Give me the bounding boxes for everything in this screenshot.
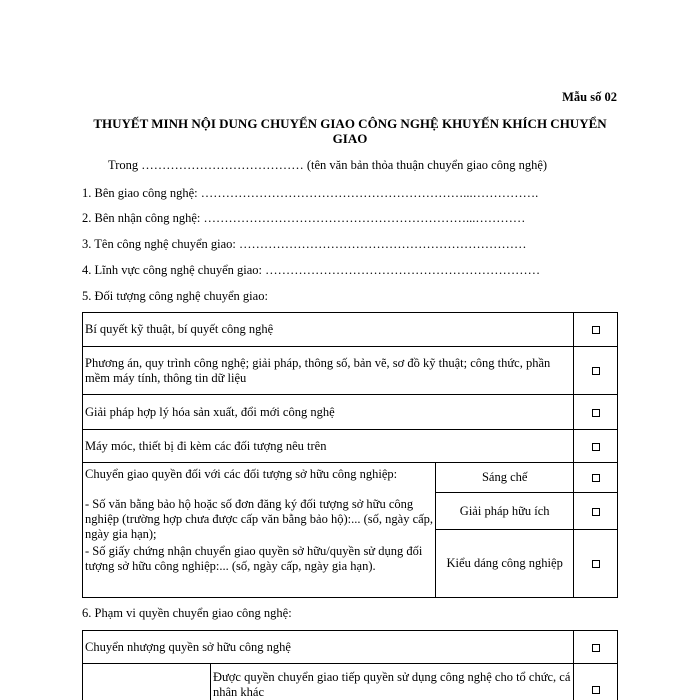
section-6-heading: 6. Phạm vi quyền chuyển giao công nghệ: bbox=[82, 606, 292, 620]
scope-table bbox=[82, 630, 618, 700]
scope-label: Được quyền chuyển giao tiếp quyền sử dụng công nghệ cho tổ chức, cá nhân khác bbox=[211, 664, 574, 700]
object-label: Máy móc, thiết bị đi kèm các đối tượng nêu trên bbox=[83, 430, 574, 463]
object-checkbox[interactable] bbox=[574, 313, 618, 347]
table-row bbox=[83, 347, 618, 395]
ip-type-industrial-design: Kiểu dáng công nghiệp bbox=[436, 530, 574, 598]
ip-rights-heading: Chuyển giao quyền đối với các đối tượng sở hữu công nghiệp: bbox=[85, 467, 398, 481]
table-row bbox=[83, 430, 618, 463]
checkbox-icon[interactable] bbox=[592, 443, 600, 451]
checkbox-icon[interactable] bbox=[592, 644, 600, 652]
table-row bbox=[83, 664, 618, 700]
table-row bbox=[83, 313, 618, 347]
object-label: Giải pháp hợp lý hóa sản xuất, đổi mới công nghệ bbox=[83, 395, 574, 430]
object-label: Phương án, quy trình công nghệ; giải pháp, thông số, bản vẽ, sơ đồ kỹ thuật; công thức, phần mềm máy tính, thông tin dữ liệu bbox=[83, 347, 574, 395]
ip-type-patent: Sáng chế bbox=[436, 463, 574, 493]
intro-line: Trong ………………………………… (tên văn bản thỏa thuận chuyển giao công nghệ) bbox=[108, 158, 548, 172]
ip-transfer-certificate: - Số giấy chứng nhận chuyển giao quyền sở hữu/quyền sử dụng đối tượng sở hữu công nghiệp:... (số, ngày cấp, ngày gia hạn). bbox=[85, 544, 423, 573]
checkbox-icon[interactable] bbox=[592, 326, 600, 334]
field-transferor: 1. Bên giao công nghệ: ………………………………………………………...……………. bbox=[82, 186, 539, 200]
utility-solution-checkbox[interactable] bbox=[574, 493, 618, 530]
table-row bbox=[83, 395, 618, 430]
scope-label: Chuyển nhượng quyền sở hữu công nghệ bbox=[83, 631, 574, 664]
checkbox-icon[interactable] bbox=[592, 560, 600, 568]
field-technology-domain: 4. Lĩnh vực công nghệ chuyển giao: ………………………………………………………… bbox=[82, 263, 541, 277]
patent-checkbox[interactable] bbox=[574, 463, 618, 493]
ip-protection-number: - Số văn bằng bảo hộ hoặc số đơn đăng ký đối tượng sở hữu công nghiệp (trường hợp chưa được cấp văn bằng bảo hộ):... (số, ngày cấp, ngày gia hạn); bbox=[85, 497, 434, 541]
table-row bbox=[83, 463, 618, 493]
ip-rights-cell bbox=[83, 463, 436, 598]
object-checkbox[interactable] bbox=[574, 347, 618, 395]
document-title: THUYẾT MINH NỘI DUNG CHUYỂN GIAO CÔNG NGHỆ KHUYẾN KHÍCH CHUYỂN GIAO bbox=[93, 116, 607, 146]
industrial-design-checkbox[interactable] bbox=[574, 530, 618, 598]
ip-type-utility-solution: Giải pháp hữu ích bbox=[436, 493, 574, 530]
objects-table bbox=[82, 312, 618, 598]
scope-empty-cell bbox=[83, 664, 211, 700]
object-checkbox[interactable] bbox=[574, 430, 618, 463]
scope-checkbox[interactable] bbox=[574, 664, 618, 700]
scope-checkbox[interactable] bbox=[574, 631, 618, 664]
checkbox-icon[interactable] bbox=[592, 508, 600, 516]
object-label: Bí quyết kỹ thuật, bí quyết công nghệ bbox=[83, 313, 574, 347]
field-technology-name: 3. Tên công nghệ chuyển giao: …………………………………………………………… bbox=[82, 237, 527, 251]
form-number: Mẫu số 02 bbox=[562, 90, 617, 104]
table-row bbox=[83, 631, 618, 664]
object-checkbox[interactable] bbox=[574, 395, 618, 430]
checkbox-icon[interactable] bbox=[592, 367, 600, 375]
checkbox-icon[interactable] bbox=[592, 474, 600, 482]
checkbox-icon[interactable] bbox=[592, 686, 600, 694]
checkbox-icon[interactable] bbox=[592, 409, 600, 417]
field-transfer-object-heading: 5. Đối tượng công nghệ chuyển giao: bbox=[82, 289, 268, 303]
field-transferee: 2. Bên nhận công nghệ: ………………………………………………………...………… bbox=[82, 211, 526, 225]
